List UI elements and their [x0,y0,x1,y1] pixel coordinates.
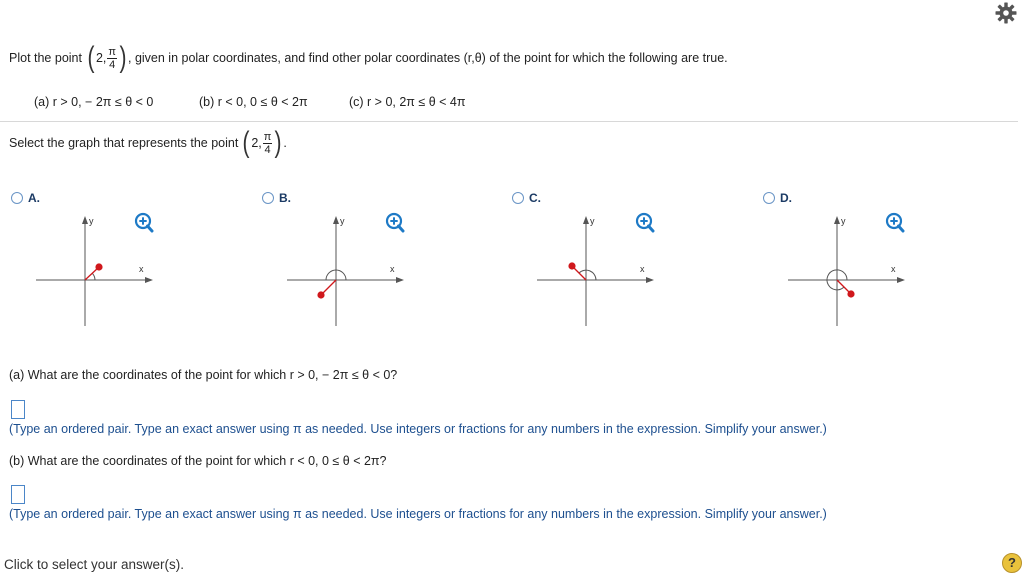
point-expression: ( 2, $\frac{\pi}{4}$ ) [87,41,127,74]
zoom-in-icon[interactable] [885,212,905,233]
y-axis-label: y [841,216,846,226]
radio-option-b[interactable] [262,192,274,204]
gear-icon[interactable] [994,1,1018,25]
question-text [9,43,728,73]
answer-input-b[interactable] [11,485,25,504]
x-axis-label: x [640,264,645,274]
y-axis-label: y [340,216,345,226]
question-prefix: Plot the point [9,51,82,65]
select-prompt: Select the graph that represents the point ( 2, $\frac{\pi}{4}$ ) . [9,126,287,159]
y-axis-label: y [590,216,595,226]
help-button[interactable]: ? [1002,553,1022,573]
question-suffix: , given in polar coordinates, and find other polar coordinates (r,θ) of the point for which the following are true. [128,51,728,65]
option-d[interactable]: D. [763,191,792,205]
option-a[interactable]: A. [11,191,40,205]
zoom-in-icon[interactable] [134,212,154,233]
part-a-question: (a) What are the coordinates of the point for which r > 0, − 2π ≤ θ < 0? [9,368,398,382]
status-text: Click to select your answer(s). [4,557,185,572]
x-axis-label: x [390,264,395,274]
divider [0,121,1018,122]
x-axis-label: x [139,264,144,274]
part-b-hint: (Type an ordered pair. Type an exact answer using π as needed. Use integers or fractions for any numbers in the expression. Simplify your answer.) [9,507,827,521]
condition-b: (b) r < 0, 0 ≤ θ < 2π [199,95,308,109]
radio-option-d[interactable] [763,192,775,204]
condition-a: (a) r > 0, − 2π ≤ θ < 0 [34,95,154,109]
zoom-in-icon[interactable] [385,212,405,233]
option-b[interactable]: B. [262,191,291,205]
option-c[interactable]: C. [512,191,541,205]
answer-input-a[interactable] [11,400,25,419]
part-b-question: (b) What are the coordinates of the point for which r < 0, 0 ≤ θ < 2π? [9,454,387,468]
x-axis-label: x [891,264,896,274]
point-expression: ( 2, $\frac{\pi}{4}$ ) [242,126,282,159]
part-a-hint: (Type an ordered pair. Type an exact answer using π as needed. Use integers or fractions for any numbers in the expression. Simplify your answer.) [9,422,827,436]
y-axis-label: y [89,216,94,226]
radio-option-c[interactable] [512,192,524,204]
condition-c: (c) r > 0, 2π ≤ θ < 4π [349,95,466,109]
zoom-in-icon[interactable] [635,212,655,233]
radio-option-a[interactable] [11,192,23,204]
